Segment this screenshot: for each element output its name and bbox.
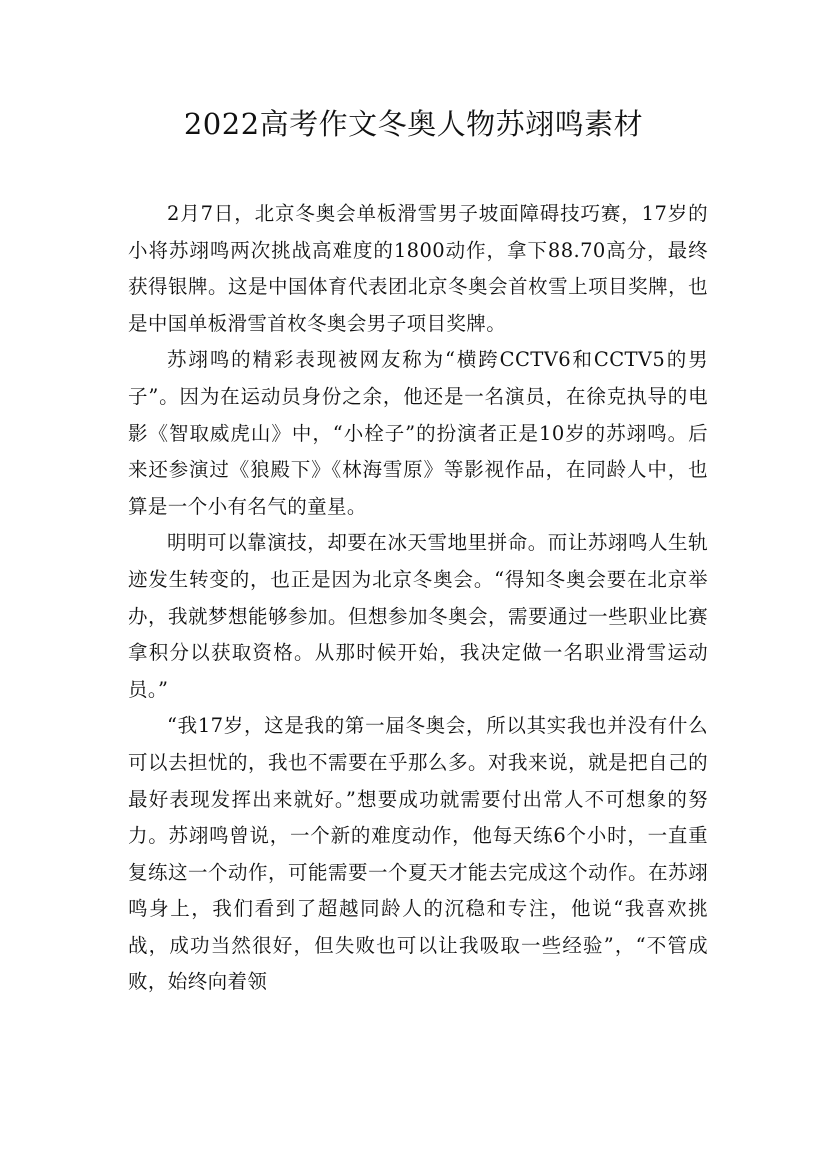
- document-body: [128, 196, 708, 1001]
- paragraph-4: “我17岁，这是我的第一届冬奥会，所以其实我也并没有什么可以去担忧的，我也不需要在乎那么多。对我来说，就是把自己的最好表现发挥出来就好。”想要成功就需要付出常人不可想象的努力。苏翊鸣曾说，一个新的难度动作，他每天练6个小时，一直重复练这一个动作，可能需要一个夏天才能去完成这个动作。在苏翊鸣身上，我们看到了超越同龄人的沉稳和专注，他说“我喜欢挑战，成功当然很好，但失败也可以让我吸取一些经验”，“不管成败，始终向着领: [128, 714, 708, 994]
- paragraph-3: 明明可以靠演技，却要在冰天雪地里拼命。而让苏翊鸣人生轨迹发生转变的，也正是因为北京冬奥会。“得知冬奥会要在北京举办，我就梦想能够参加。但想参加冬奥会，需要通过一些职业比赛拿积分以获取资格。从那时候开始，我决定做一名职业滑雪运动员。”: [128, 531, 708, 701]
- paragraph-2: 苏翊鸣的精彩表现被网友称为“横跨CCTV6和CCTV5的男子”。因为在运动员身份之余，他还是一名演员，在徐克执导的电影《智取威虎山》中，“小栓子”的扮演者正是10岁的苏翊鸣。后来还参演过《狼殿下》《林海雪原》等影视作品，在同龄人中，也算是一个小有名气的童星。: [128, 348, 708, 518]
- paragraph-1: 2月7日，北京冬奥会单板滑雪男子坡面障碍技巧赛，17岁的小将苏翊鸣两次挑战高难度的1800动作，拿下88.70高分，最终获得银牌。这是中国体育代表团北京冬奥会首枚雪上项目奖牌，也是中国单板滑雪首枚冬奥会男子项目奖牌。: [128, 202, 708, 335]
- document-title: 2022高考作文冬奥人物苏翊鸣素材: [183, 107, 644, 141]
